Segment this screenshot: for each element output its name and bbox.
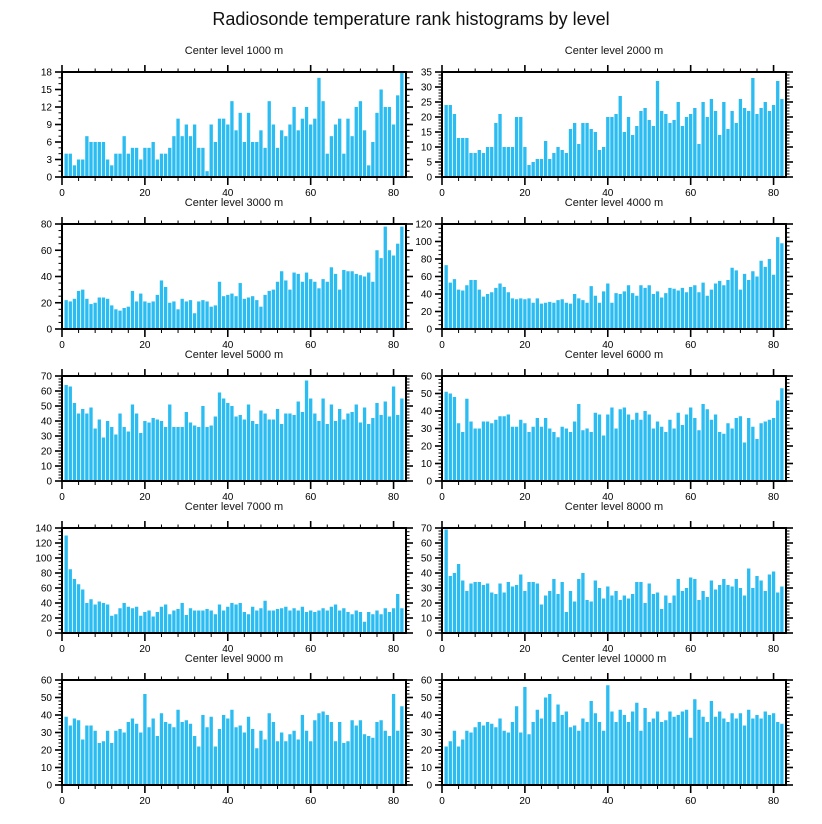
svg-text:20: 20 bbox=[519, 644, 531, 655]
main-title: Radiosonde temperature rank histograms by level bbox=[212, 9, 610, 29]
svg-text:10: 10 bbox=[40, 763, 52, 774]
histogram-panel-4000m bbox=[380, 190, 800, 354]
histogram-panel-1000m bbox=[0, 38, 420, 202]
svg-text:80: 80 bbox=[388, 644, 400, 655]
svg-text:40: 40 bbox=[40, 598, 52, 610]
svg-text:50: 50 bbox=[420, 553, 432, 565]
svg-text:30: 30 bbox=[420, 82, 432, 94]
histogram-panel-9000m bbox=[0, 646, 420, 810]
histogram-plot bbox=[380, 38, 800, 202]
panel-title: Center level 7000 m bbox=[184, 501, 284, 513]
svg-text:60: 60 bbox=[305, 796, 317, 807]
svg-text:10: 10 bbox=[420, 613, 432, 625]
svg-text:0: 0 bbox=[46, 628, 52, 640]
svg-text:20: 20 bbox=[420, 441, 432, 453]
svg-text:0: 0 bbox=[46, 476, 52, 488]
svg-text:10: 10 bbox=[40, 461, 52, 473]
panel-title: Center level 5000 m bbox=[184, 349, 284, 361]
histogram-panel-10000m bbox=[380, 646, 800, 810]
svg-text:20: 20 bbox=[40, 613, 52, 625]
svg-text:20: 20 bbox=[139, 340, 151, 351]
svg-text:12: 12 bbox=[40, 102, 52, 114]
svg-text:20: 20 bbox=[519, 188, 531, 199]
panel-title: Center level 6000 m bbox=[564, 349, 664, 361]
svg-text:0: 0 bbox=[59, 188, 65, 199]
svg-text:9: 9 bbox=[46, 120, 52, 131]
svg-text:0: 0 bbox=[426, 628, 432, 640]
svg-text:80: 80 bbox=[768, 188, 780, 199]
svg-text:50: 50 bbox=[40, 401, 52, 413]
panel-title: Center level 3000 m bbox=[184, 197, 284, 209]
svg-text:70: 70 bbox=[420, 523, 432, 535]
svg-text:80: 80 bbox=[768, 340, 780, 351]
panel-title: Center level 9000 m bbox=[184, 653, 284, 665]
svg-text:100: 100 bbox=[35, 553, 52, 565]
svg-text:20: 20 bbox=[420, 112, 432, 124]
histogram-plot bbox=[380, 342, 800, 506]
panel-title: Center level 10000 m bbox=[561, 653, 667, 665]
svg-text:40: 40 bbox=[40, 710, 52, 722]
svg-text:0: 0 bbox=[426, 324, 432, 336]
panel-title: Center level 2000 m bbox=[564, 45, 664, 57]
svg-text:60: 60 bbox=[685, 796, 697, 807]
panel-title: Center level 8000 m bbox=[564, 501, 664, 513]
svg-text:60: 60 bbox=[685, 188, 697, 199]
svg-text:40: 40 bbox=[222, 340, 234, 351]
svg-text:60: 60 bbox=[685, 340, 697, 351]
svg-text:80: 80 bbox=[40, 219, 52, 231]
svg-text:60: 60 bbox=[420, 272, 432, 283]
svg-text:50: 50 bbox=[420, 389, 432, 400]
svg-text:60: 60 bbox=[420, 675, 432, 687]
svg-text:50: 50 bbox=[420, 693, 432, 704]
panel-title: Center level 1000 m bbox=[184, 45, 284, 57]
svg-text:60: 60 bbox=[40, 245, 52, 257]
svg-text:25: 25 bbox=[420, 97, 432, 109]
svg-text:10: 10 bbox=[420, 763, 432, 774]
svg-text:20: 20 bbox=[40, 298, 52, 310]
svg-text:30: 30 bbox=[40, 431, 52, 443]
svg-text:20: 20 bbox=[519, 340, 531, 351]
svg-text:0: 0 bbox=[426, 172, 432, 184]
svg-text:40: 40 bbox=[222, 188, 234, 199]
histogram-panel-7000m bbox=[0, 494, 420, 658]
svg-text:60: 60 bbox=[420, 371, 432, 383]
svg-text:140: 140 bbox=[35, 523, 52, 535]
svg-text:100: 100 bbox=[415, 237, 432, 248]
svg-text:40: 40 bbox=[40, 272, 52, 283]
histogram-plot bbox=[0, 190, 420, 354]
svg-text:60: 60 bbox=[685, 644, 697, 655]
svg-text:60: 60 bbox=[40, 675, 52, 687]
svg-text:60: 60 bbox=[420, 538, 432, 550]
svg-text:20: 20 bbox=[139, 492, 151, 503]
svg-text:80: 80 bbox=[388, 796, 400, 807]
svg-text:3: 3 bbox=[46, 155, 52, 166]
svg-text:10: 10 bbox=[420, 142, 432, 154]
svg-text:80: 80 bbox=[388, 492, 400, 503]
histogram-panel-6000m bbox=[380, 342, 800, 506]
svg-text:18: 18 bbox=[40, 67, 52, 79]
svg-text:40: 40 bbox=[420, 289, 432, 301]
svg-text:60: 60 bbox=[305, 492, 317, 503]
svg-text:20: 20 bbox=[40, 446, 52, 458]
svg-text:0: 0 bbox=[59, 492, 65, 503]
histogram-plot bbox=[380, 646, 800, 810]
svg-text:80: 80 bbox=[388, 340, 400, 351]
svg-text:40: 40 bbox=[420, 406, 432, 418]
svg-text:60: 60 bbox=[685, 492, 697, 503]
svg-text:20: 20 bbox=[420, 307, 432, 318]
svg-text:40: 40 bbox=[40, 416, 52, 428]
svg-text:0: 0 bbox=[59, 796, 65, 807]
svg-text:60: 60 bbox=[305, 644, 317, 655]
svg-text:60: 60 bbox=[40, 583, 52, 595]
svg-text:20: 20 bbox=[420, 745, 432, 757]
panel-title: Center level 4000 m bbox=[564, 197, 664, 209]
svg-text:0: 0 bbox=[59, 340, 65, 351]
svg-text:60: 60 bbox=[40, 386, 52, 398]
svg-text:0: 0 bbox=[426, 476, 432, 488]
svg-text:0: 0 bbox=[46, 172, 52, 184]
svg-text:40: 40 bbox=[602, 492, 614, 503]
svg-text:60: 60 bbox=[305, 188, 317, 199]
svg-text:60: 60 bbox=[305, 340, 317, 351]
svg-text:20: 20 bbox=[519, 492, 531, 503]
svg-text:0: 0 bbox=[439, 492, 445, 503]
histogram-panel-5000m bbox=[0, 342, 420, 506]
svg-text:15: 15 bbox=[40, 85, 52, 96]
histogram-panel-2000m bbox=[380, 38, 800, 202]
svg-text:30: 30 bbox=[420, 424, 432, 435]
svg-text:0: 0 bbox=[46, 780, 52, 792]
svg-text:80: 80 bbox=[768, 492, 780, 503]
svg-text:40: 40 bbox=[420, 568, 432, 580]
svg-text:30: 30 bbox=[420, 728, 432, 739]
svg-text:120: 120 bbox=[415, 219, 432, 231]
svg-text:80: 80 bbox=[768, 796, 780, 807]
svg-text:35: 35 bbox=[420, 67, 432, 79]
histogram-plot bbox=[0, 646, 420, 810]
svg-text:0: 0 bbox=[426, 780, 432, 792]
svg-text:20: 20 bbox=[139, 644, 151, 655]
histogram-panel-3000m bbox=[0, 190, 420, 354]
svg-text:70: 70 bbox=[40, 371, 52, 383]
svg-text:80: 80 bbox=[420, 254, 432, 266]
svg-text:80: 80 bbox=[388, 188, 400, 199]
svg-text:0: 0 bbox=[439, 644, 445, 655]
svg-text:30: 30 bbox=[420, 583, 432, 595]
svg-text:20: 20 bbox=[420, 598, 432, 610]
svg-text:80: 80 bbox=[40, 568, 52, 580]
histogram-plot bbox=[380, 190, 800, 354]
histogram-plot bbox=[0, 494, 420, 658]
histogram-panel-8000m bbox=[380, 494, 800, 658]
histogram-plot bbox=[0, 342, 420, 506]
svg-text:40: 40 bbox=[602, 188, 614, 199]
svg-text:15: 15 bbox=[420, 127, 432, 139]
svg-text:40: 40 bbox=[222, 796, 234, 807]
histogram-plot bbox=[0, 38, 420, 202]
svg-text:40: 40 bbox=[602, 644, 614, 655]
svg-text:40: 40 bbox=[602, 796, 614, 807]
svg-text:80: 80 bbox=[768, 644, 780, 655]
svg-text:50: 50 bbox=[40, 693, 52, 704]
svg-text:0: 0 bbox=[439, 188, 445, 199]
svg-text:6: 6 bbox=[46, 137, 52, 149]
svg-text:20: 20 bbox=[40, 745, 52, 757]
svg-text:0: 0 bbox=[46, 324, 52, 336]
svg-text:20: 20 bbox=[139, 188, 151, 199]
svg-text:5: 5 bbox=[426, 157, 432, 169]
svg-text:10: 10 bbox=[420, 459, 432, 470]
svg-text:40: 40 bbox=[222, 492, 234, 503]
svg-text:40: 40 bbox=[222, 644, 234, 655]
svg-text:0: 0 bbox=[439, 340, 445, 351]
svg-text:0: 0 bbox=[439, 796, 445, 807]
svg-text:40: 40 bbox=[602, 340, 614, 351]
svg-text:20: 20 bbox=[519, 796, 531, 807]
svg-text:20: 20 bbox=[139, 796, 151, 807]
svg-text:0: 0 bbox=[59, 644, 65, 655]
svg-text:120: 120 bbox=[35, 538, 52, 550]
svg-text:40: 40 bbox=[420, 710, 432, 722]
histogram-plot bbox=[380, 494, 800, 658]
svg-text:30: 30 bbox=[40, 728, 52, 739]
